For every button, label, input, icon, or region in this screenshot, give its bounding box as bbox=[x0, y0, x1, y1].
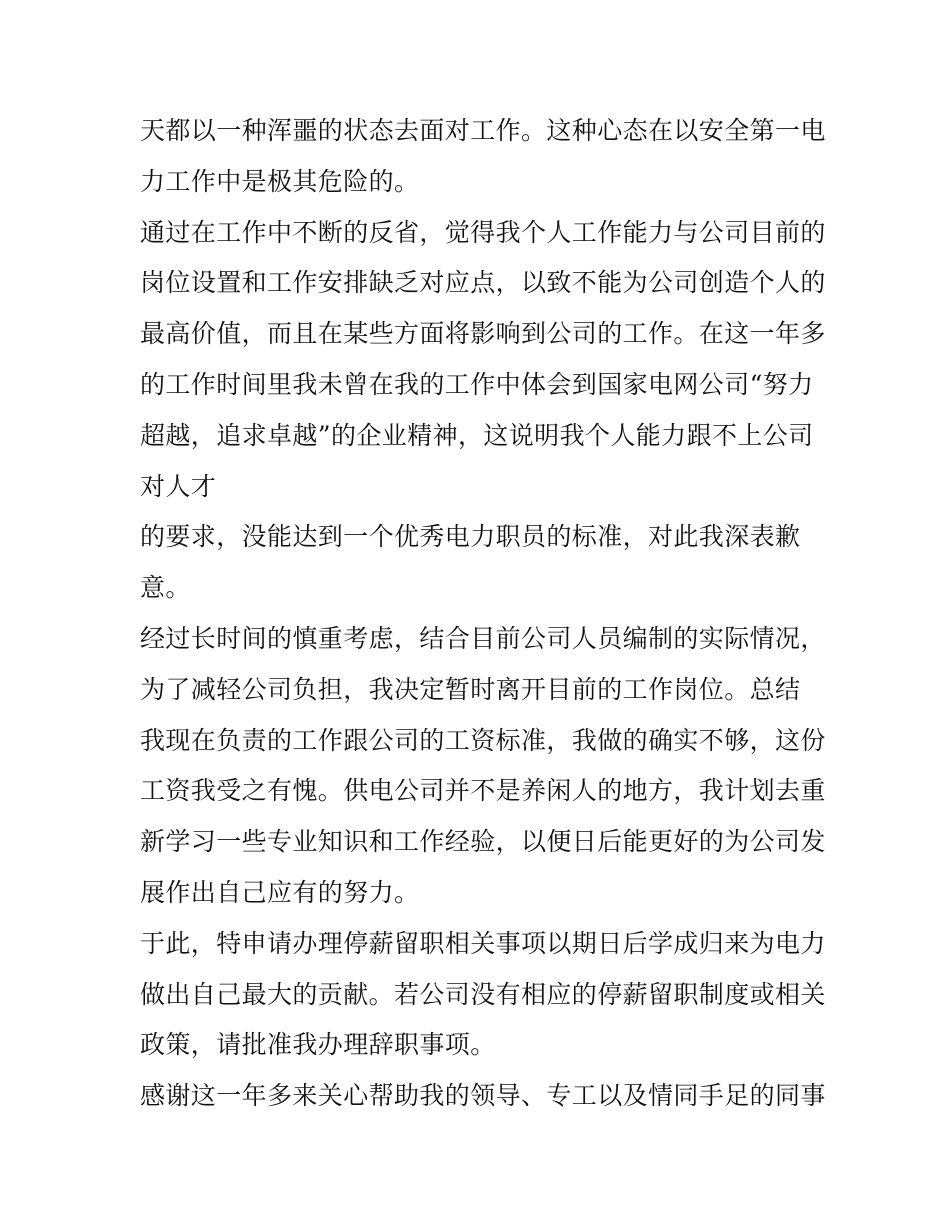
text-line: 于此，特申请办理停薪留职相关事项以期日后学成归来为电力 bbox=[140, 928, 826, 958]
text-line: 岗位设置和工作安排缺乏对应点，以致不能为公司创造个人的 bbox=[140, 268, 826, 298]
text-line: 天都以一种浑噩的状态去面对工作。这种心态在以安全第一电 bbox=[140, 116, 826, 145]
text-line: 工资我受之有愧。供电公司并不是养闲人的地方，我计划去重 bbox=[140, 776, 826, 806]
text-line: 超越，追求卓越”的企业精神，这说明我个人能力跟不上公司 bbox=[140, 420, 814, 450]
text-line: 通过在工作中不断的反省，觉得我个人工作能力与公司目前的 bbox=[140, 217, 826, 247]
text-line: 我现在负责的工作跟公司的工资标准，我做的确实不够，这份 bbox=[140, 725, 826, 755]
text-line: 为了减轻公司负担，我决定暂时离开目前的工作岗位。总结 bbox=[140, 674, 801, 704]
text-line: 的工作时间里我未曾在我的工作中体会到国家电网公司“努力 bbox=[140, 369, 814, 399]
text-line: 新学习一些专业知识和工作经验，以便日后能更好的为公司发 bbox=[140, 827, 826, 857]
text-line: 力工作中是极其危险的。 bbox=[140, 166, 420, 196]
text-line: 做出自己最大的贡献。若公司没有相应的停薪留职制度或相关 bbox=[140, 979, 826, 1009]
text-line: 最高价值，而且在某些方面将影响到公司的工作。在这一年多 bbox=[140, 319, 826, 349]
text-line: 展作出自己应有的努力。 bbox=[140, 877, 420, 907]
text-line: 政策，请批准我办理辞职事项。 bbox=[140, 1030, 496, 1060]
text-line: 经过长时间的慎重考虑，结合目前公司人员编制的实际情况， bbox=[140, 623, 826, 653]
text-line: 感谢这一年多来关心帮助我的领导、专工以及情同手足的同事 bbox=[140, 1081, 826, 1111]
text-line: 对人才 bbox=[140, 471, 217, 501]
document-body bbox=[140, 106, 830, 1122]
text-line: 的要求，没能达到一个优秀电力职员的标准，对此我深表歉 bbox=[140, 522, 801, 552]
text-line: 意。 bbox=[140, 573, 191, 603]
